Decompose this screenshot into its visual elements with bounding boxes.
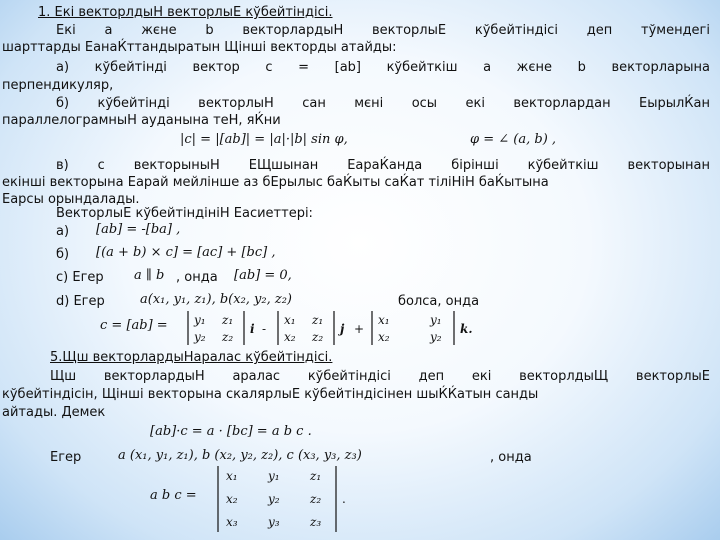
section5-heading: 5.Щш векторлардыНаралас кўбейтіндісі.: [50, 350, 333, 365]
det-i-a12: z₁: [222, 313, 234, 327]
det-r3c1: x₃: [226, 515, 238, 529]
property-a-label: а): [56, 224, 70, 239]
item-v-line-1: в) c векторыныН ЕЩшынан ЕараЌанда бірінші кўбейткіш векторынан: [56, 158, 710, 173]
item-a-line-1: а) кўбейтінді вектор c = [ab] кўбейткіш a жєне b векторларына: [56, 60, 710, 75]
unit-j: j: [340, 322, 345, 336]
intro-line-1: Екі a жєне b векторлардыН векторлыЕ кўбейтіндісі деп тўмендегі: [56, 23, 710, 38]
property-c-formula: [ab] = 0,: [234, 268, 292, 283]
property-b-label: б): [56, 247, 70, 262]
section5-line-1: Щш векторлардыН аралас кўбейтіндісі деп екі векторлдыЩ векторлыЕ: [50, 369, 710, 384]
section5-line-2: кўбейтіндісін, Щінші векторына скалярлыЕ кўбейтіндісінен шыЌЌатын санды: [2, 387, 539, 402]
section5-if-vectors: a (x₁, y₁, z₁), b (x₂, y₂, z₂), c (x₃, y₃, z₃): [118, 448, 362, 463]
det-r1c1: x₁: [226, 469, 238, 483]
mixed-determinant: [214, 464, 354, 534]
item-b-line-1: б) кўбейтінді векторлыН сан мєні осы екі векторлардан ЕырылЌан: [56, 96, 710, 111]
property-d-then: болса, онда: [398, 294, 480, 309]
item-b-line-2: параллелограмныН ауданына теН, яЌни: [2, 113, 281, 128]
minus-sign: -: [262, 322, 267, 336]
det-r3c3: z₃: [310, 515, 322, 529]
property-d-label: d) Егер: [56, 294, 105, 309]
section5-line-3: айтады. Демек: [2, 405, 106, 420]
cross-determinants: [186, 308, 486, 348]
property-c-condition: a ∥ b: [134, 268, 165, 283]
property-d-vectors: a(x₁, y₁, z₁), b(x₂, y₂, z₂): [140, 292, 293, 307]
item-a-line-2: перпендикуляр,: [2, 78, 114, 93]
item-v-line-2: екінші векторына Еарай мейлінше аз бЕрылыс баЌыты саЌат тіліНіН баЌытына: [2, 175, 549, 190]
det-i-a21: y₂: [194, 330, 206, 344]
property-b-formula: [(a + b) × c] = [ac] + [bc] ,: [96, 245, 276, 260]
section5-if-then: , онда: [490, 450, 532, 465]
det-lhs: a b c =: [150, 488, 197, 503]
mixed-product-formula: [ab]·c = a · [bc] = a b c .: [150, 424, 312, 439]
det-i-a11: y₁: [194, 313, 206, 327]
formula-area: |c| = |[ab]| = |a|·|b| sin φ,: [180, 132, 348, 147]
det-k-a21: x₂: [378, 330, 390, 344]
det-r1c3: z₁: [310, 469, 322, 483]
det-k-a12: y₁: [430, 313, 442, 327]
formula-angle: φ = ∠ (a, b) ,: [470, 132, 557, 147]
det-r2c1: x₂: [226, 492, 238, 506]
det-j-a21: x₂: [284, 330, 296, 344]
det-r2c2: y₂: [268, 492, 280, 506]
plus-sign: +: [354, 322, 365, 336]
det-end: .: [342, 492, 346, 506]
properties-heading: ВекторлыЕ кўбейтіндініН Еасиеттері:: [56, 206, 313, 221]
det-k-a11: x₁: [378, 313, 390, 327]
det-r3c2: y₃: [268, 515, 280, 529]
property-a-formula: [ab] = -[ba] ,: [96, 222, 181, 237]
det-j-a11: x₁: [284, 313, 296, 327]
unit-k: k.: [460, 322, 473, 336]
det-k-a22: y₂: [430, 330, 442, 344]
property-c-then: , онда: [176, 270, 218, 285]
item-v-line-3: Еарсы орындалады.: [2, 192, 140, 207]
section1-heading: 1. Екі векторлдыН векторлыЕ кўбейтіндісі.: [38, 5, 333, 20]
det-j-a22: z₂: [312, 330, 324, 344]
property-c-label: с) Егер: [56, 270, 104, 285]
det-r2c3: z₂: [310, 492, 322, 506]
unit-i: i: [250, 322, 255, 336]
section5-if-label: Егер: [50, 450, 82, 465]
cross-formula-lhs: c = [ab] =: [100, 318, 168, 333]
intro-line-2: шарттарды ЕанаЌттандыратын Щінші векторды атайды:: [2, 40, 397, 55]
det-i-a22: z₂: [222, 330, 234, 344]
det-r1c2: y₁: [268, 469, 280, 483]
det-j-a12: z₁: [312, 313, 324, 327]
